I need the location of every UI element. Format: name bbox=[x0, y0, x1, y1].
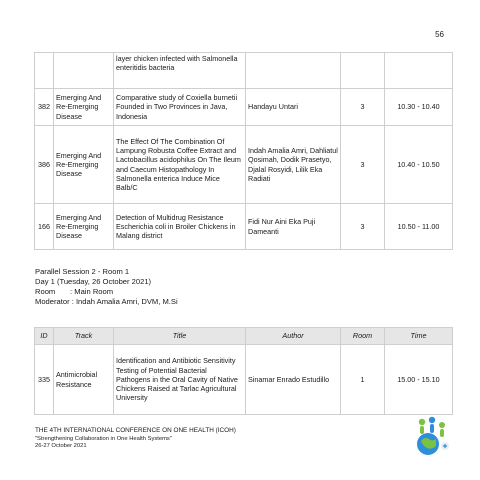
page-number: 56 bbox=[435, 30, 444, 39]
cell-id bbox=[35, 53, 54, 89]
cell-room: 3 bbox=[341, 204, 385, 250]
cell-title: Identification and Antibiotic Sensitivity Testing of Potential Bacterial Pathogens in the Oral Cavity of Native Chickens Raised at Tarlac Agricultural University bbox=[114, 345, 246, 415]
footer bbox=[35, 427, 236, 451]
table-row bbox=[35, 53, 453, 89]
logo-figure-head bbox=[429, 417, 435, 423]
table-row bbox=[35, 204, 453, 250]
footer-conference-title: THE 4TH INTERNATIONAL CONFERENCE ON ONE HEALTH (ICOH) bbox=[35, 427, 236, 434]
header-track: Track bbox=[54, 328, 114, 345]
cell-title: layer chicken infected with Salmonella enteritidis bacteria bbox=[114, 53, 246, 89]
cell-room: 3 bbox=[341, 89, 385, 126]
cell-track bbox=[54, 53, 114, 89]
session-day: Day 1 (Tuesday, 26 October 2021) bbox=[35, 276, 152, 286]
logo-figure-body bbox=[430, 424, 434, 433]
cell-track: Emerging And Re-Emerging Disease bbox=[54, 204, 114, 250]
cell-room: 1 bbox=[341, 345, 385, 415]
session-info bbox=[35, 267, 178, 306]
cell-track: Emerging And Re-Emerging Disease bbox=[54, 126, 114, 204]
cell-room: 3 bbox=[341, 126, 385, 204]
cell-author: Indah Amalia Amri, Dahliatul Qosimah, Dodik Prasetyo, Djalal Rosyidi, Lilik Eka Radiati bbox=[246, 126, 341, 204]
table-row bbox=[35, 126, 453, 204]
header-title: Title bbox=[114, 328, 246, 345]
header-time: Time bbox=[385, 328, 453, 345]
header-room: Room bbox=[341, 328, 385, 345]
cell-author: Fidi Nur Aini Eka Puji Dameanti bbox=[246, 204, 341, 250]
table-row bbox=[35, 89, 453, 126]
cell-time: 15.00 - 15.10 bbox=[385, 345, 453, 415]
logo-figure-head bbox=[439, 422, 445, 428]
logo-figure-body bbox=[420, 426, 424, 434]
session-title: Parallel Session 2 - Room 1 bbox=[35, 267, 130, 276]
footer-dates: 26-27 October 2021 bbox=[35, 443, 87, 450]
cell-id: 382 bbox=[35, 89, 54, 126]
cell-title: Detection of Multidrug Resistance Escherichia coli in Broiler Chickens in Malang district bbox=[114, 204, 246, 250]
cell-title: Comparative study of Coxiella burnetii Founded in Two Provinces in Java, Indonesia bbox=[114, 89, 246, 126]
schedule-table-continued bbox=[34, 52, 453, 250]
cell-time bbox=[385, 53, 453, 89]
cell-time: 10.30 - 10.40 bbox=[385, 89, 453, 126]
logo-figure-head bbox=[419, 419, 425, 425]
cell-author bbox=[246, 53, 341, 89]
cell-id: 335 bbox=[35, 345, 54, 415]
table-header-row bbox=[35, 328, 453, 345]
cell-author: Handayu Untari bbox=[246, 89, 341, 126]
cell-track: Emerging And Re-Emerging Disease bbox=[54, 89, 114, 126]
schedule-table-session-2 bbox=[34, 327, 453, 415]
cell-time: 10.50 - 11.00 bbox=[385, 204, 453, 250]
cell-track: Antimicrobial Resistance bbox=[54, 345, 114, 415]
one-health-logo-icon bbox=[408, 412, 456, 460]
cell-title: The Effect Of The Combination Of Lampung Robusta Coffee Extract and Lactobacillus acidophilus On The Ileum and Caecum Histopathology In Salmonella enterica Induce Mice Balb/C bbox=[114, 126, 246, 204]
cell-author: Sinamar Enrado Estudillo bbox=[246, 345, 341, 415]
header-author: Author bbox=[246, 328, 341, 345]
session-moderator: Moderator : Indah Amalia Amri, DVM, M.Si bbox=[35, 296, 178, 306]
footer-tagline: "Strengthening Collaboration in One Health Systems" bbox=[35, 435, 172, 442]
session-room: Room : Main Room bbox=[35, 286, 114, 296]
cell-id: 386 bbox=[35, 126, 54, 204]
cell-id: 166 bbox=[35, 204, 54, 250]
cell-room bbox=[341, 53, 385, 89]
cell-time: 10.40 - 10.50 bbox=[385, 126, 453, 204]
table-row bbox=[35, 345, 453, 415]
logo-figure-body bbox=[440, 429, 444, 437]
header-id: ID bbox=[35, 328, 54, 345]
